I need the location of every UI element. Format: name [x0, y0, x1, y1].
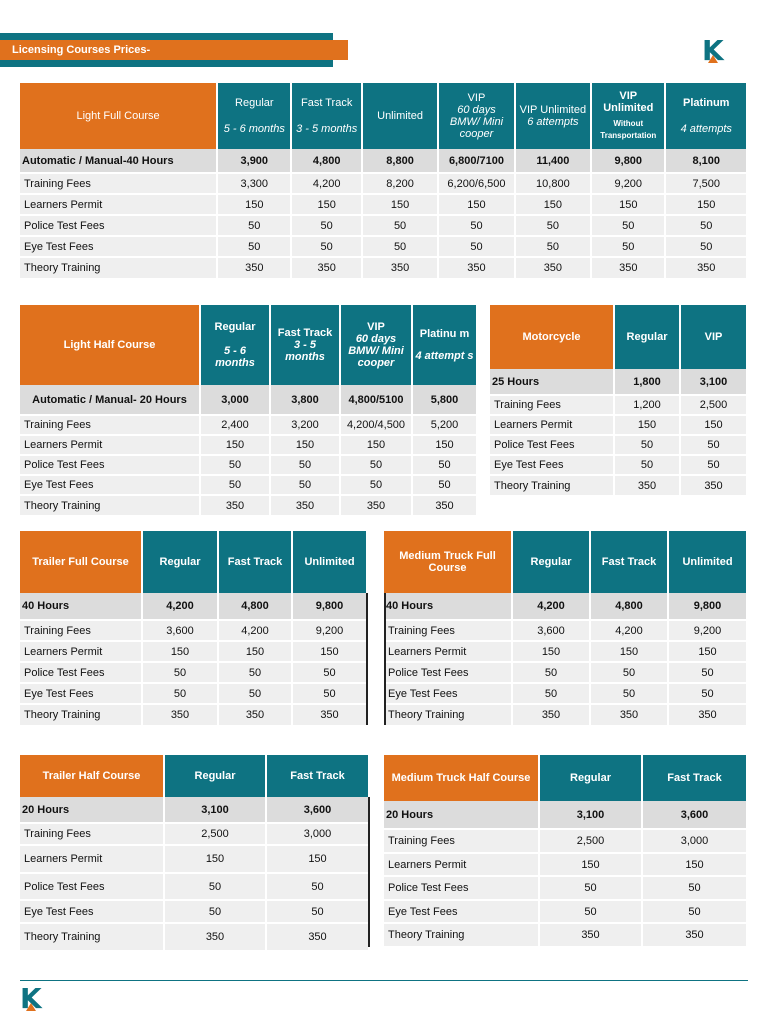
total-row: 40 Hours 4,200 4,800 9,800 — [384, 593, 746, 620]
total-row: 40 Hours 4,200 4,800 9,800 — [20, 593, 366, 620]
table-row: Learners Permit 150 150 — [490, 415, 746, 435]
table-row: Theory Training 350 350 350 350 — [20, 495, 476, 515]
trailer-half-course-table — [20, 755, 368, 950]
column-header: Fast Track 3 - 5 months — [270, 305, 340, 385]
medium-truck-full-course-table — [384, 531, 746, 725]
total-row: 20 Hours 3,100 3,600 — [384, 801, 746, 829]
table-title: Medium Truck Half Course — [384, 755, 539, 801]
table-title: Medium Truck Full Course — [384, 531, 512, 593]
table-row: Theory Training 350 350 — [20, 923, 368, 950]
column-header: Unlimited — [292, 531, 366, 593]
table-row: Eye Test Fees 50 50 50 — [384, 683, 746, 704]
table-title: Trailer Half Course — [20, 755, 164, 797]
light-full-course-table — [20, 83, 746, 278]
table-row: Eye Test Fees 50 50 — [20, 900, 368, 923]
column-header: Fast Track — [266, 755, 368, 797]
table-row: Police Test Fees 50 50 50 50 — [20, 455, 476, 475]
column-header: VIP Unlimited 6 attempts — [515, 83, 591, 149]
table-row: Theory Training 350 350 350 — [384, 704, 746, 725]
k-logo-icon: K — [20, 982, 42, 1015]
total-row: 20 Hours 3,100 3,600 — [20, 797, 368, 823]
column-header: Regular — [164, 755, 266, 797]
column-header: Unlimited — [362, 83, 438, 149]
table-row: Training Fees 2,500 3,000 — [20, 823, 368, 845]
table-row: Eye Test Fees 50 50 50 50 50 50 50 — [20, 236, 746, 257]
table-row: Learners Permit 150 150 — [384, 853, 746, 876]
page-title: Licensing Courses Prices- — [0, 40, 348, 60]
medium-truck-half-course-table — [384, 755, 746, 946]
table-row: Theory Training 350 350 — [384, 923, 746, 946]
column-header: Fast Track — [642, 755, 746, 801]
column-header: Platinu m 4 attempt s — [412, 305, 476, 385]
table-row: Eye Test Fees 50 50 50 — [20, 683, 366, 704]
table-row: Eye Test Fees 50 50 50 50 — [20, 475, 476, 495]
motorcycle-table — [490, 305, 746, 495]
table-row: Theory Training 350 350 — [490, 475, 746, 495]
footer-divider — [20, 980, 748, 981]
table-row: Training Fees 3,600 4,200 9,200 — [384, 620, 746, 641]
table-row: Police Test Fees 50 50 50 — [384, 662, 746, 683]
table-row: Learners Permit 150 150 — [20, 845, 368, 873]
table-row: Training Fees 1,200 2,500 — [490, 395, 746, 415]
column-header: Platinum 4 attempts — [665, 83, 746, 149]
column-header: Regular — [614, 305, 680, 369]
table-row: Theory Training 350 350 350 — [20, 704, 366, 725]
table-row: Learners Permit 150 150 150 — [384, 641, 746, 662]
column-header: Fast Track — [218, 531, 292, 593]
table-row: Police Test Fees 50 50 — [490, 435, 746, 455]
table-edge — [366, 593, 368, 725]
table-title: Motorcycle — [490, 305, 614, 369]
total-row: 25 Hours 1,800 3,100 — [490, 369, 746, 395]
table-row: Police Test Fees 50 50 50 — [20, 662, 366, 683]
total-row: Automatic / Manual- 20 Hours 3,000 3,800 4,800/5100 5,800 — [20, 385, 476, 415]
table-row: Eye Test Fees 50 50 — [384, 900, 746, 923]
k-logo-icon: K — [702, 34, 724, 67]
table-row: Eye Test Fees 50 50 — [490, 455, 746, 475]
trailer-full-course-table — [20, 531, 366, 725]
table-title: Trailer Full Course — [20, 531, 142, 593]
table-title: Light Full Course — [20, 83, 217, 149]
table-row: Training Fees 2,400 3,200 4,200/4,500 5,200 — [20, 415, 476, 435]
column-header: Regular 5 - 6 months — [217, 83, 291, 149]
table-row: Training Fees 3,600 4,200 9,200 — [20, 620, 366, 641]
table-row: Learners Permit 150 150 150 — [20, 641, 366, 662]
table-row: Training Fees 2,500 3,000 — [384, 829, 746, 853]
column-header: Fast Track — [590, 531, 668, 593]
table-row: Learners Permit 150 150 150 150 — [20, 435, 476, 455]
column-header: Regular — [142, 531, 218, 593]
column-header: Unlimited — [668, 531, 746, 593]
table-row: Police Test Fees 50 50 — [384, 876, 746, 900]
total-row: Automatic / Manual-40 Hours 3,900 4,800 8,800 6,800/7100 11,400 9,800 8,100 — [20, 149, 746, 173]
column-header: Regular 5 - 6 months — [200, 305, 270, 385]
table-title: Light Half Course — [20, 305, 200, 385]
table-row: Theory Training 350 350 350 350 350 350 350 — [20, 257, 746, 278]
column-header: VIP — [680, 305, 746, 369]
table-edge — [384, 593, 386, 725]
column-header: Regular — [539, 755, 642, 801]
table-row: Learners Permit 150 150 150 150 150 150 150 — [20, 194, 746, 215]
light-half-course-table — [20, 305, 476, 515]
column-header: Fast Track 3 - 5 months — [291, 83, 361, 149]
table-row: Police Test Fees 50 50 — [20, 873, 368, 900]
table-row: Police Test Fees 50 50 50 50 50 50 50 — [20, 215, 746, 236]
table-edge — [368, 797, 370, 947]
column-header: VIP 60 days BMW/ Mini cooper — [340, 305, 412, 385]
column-header: VIP Unlimited Without Transportation — [591, 83, 665, 149]
column-header: VIP 60 days BMW/ Mini cooper — [438, 83, 514, 149]
column-header: Regular — [512, 531, 590, 593]
table-row: Training Fees 3,300 4,200 8,200 6,200/6,500 10,800 9,200 7,500 — [20, 173, 746, 194]
